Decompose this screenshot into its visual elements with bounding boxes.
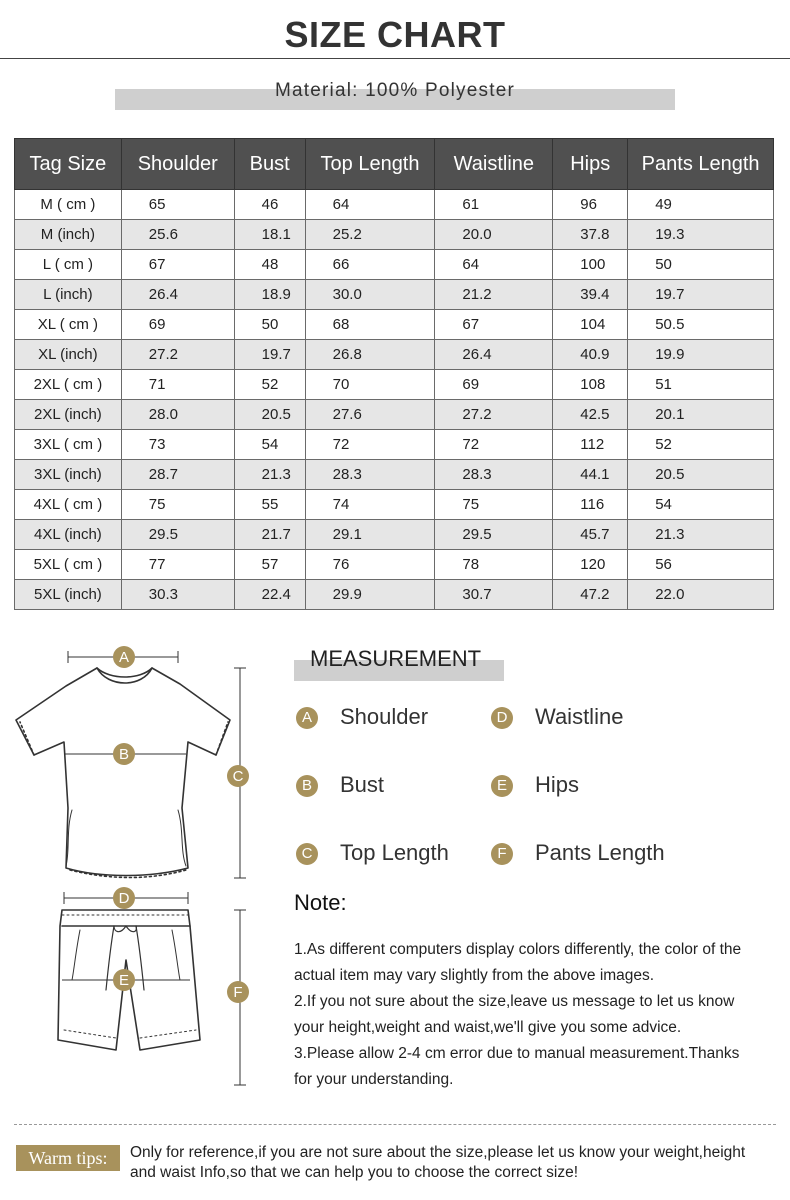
table-cell: 21.3 xyxy=(628,520,774,550)
note-line: your height,weight and waist,we'll give you some advice. xyxy=(294,1019,682,1036)
figure-badge-letter: C xyxy=(232,768,244,785)
table-cell: 76 xyxy=(305,550,435,580)
legend-label: Hips xyxy=(535,772,580,797)
table-cell: 47.2 xyxy=(553,580,628,610)
table-cell: 69 xyxy=(435,370,553,400)
tag-size-cell: XL (inch) xyxy=(15,340,122,370)
table-cell: 20.1 xyxy=(628,400,774,430)
table-row xyxy=(15,220,774,250)
table-cell: 22.4 xyxy=(234,580,305,610)
tag-size-cell: 3XL (inch) xyxy=(15,460,122,490)
table-row xyxy=(15,280,774,310)
table-cell: 52 xyxy=(234,370,305,400)
legend-label: Pants Length xyxy=(535,840,665,865)
table-cell: 19.3 xyxy=(628,220,774,250)
table-cell: 71 xyxy=(121,370,234,400)
material-text: Material: 100% Polyester xyxy=(274,80,515,101)
dotted-divider xyxy=(14,1124,776,1125)
table-cell: 66 xyxy=(305,250,435,280)
table-cell: 26.4 xyxy=(435,340,553,370)
note-line: 2.If you not sure about the size,leave us message to let us know xyxy=(294,993,735,1010)
table-cell: 46 xyxy=(234,190,305,220)
column-header: Shoulder xyxy=(121,139,234,190)
warm-tips-label: Warm tips: xyxy=(16,1145,120,1171)
table-cell: 72 xyxy=(435,430,553,460)
table-cell: 108 xyxy=(553,370,628,400)
table-row xyxy=(15,310,774,340)
legend-badge-f: F xyxy=(491,843,513,865)
measurement-title: MEASUREMENT xyxy=(310,646,482,671)
legend-badge-b: B xyxy=(296,775,318,797)
table-cell: 20.5 xyxy=(234,400,305,430)
table-cell: 75 xyxy=(121,490,234,520)
tag-size-cell: L ( cm ) xyxy=(15,250,122,280)
table-cell: 18.1 xyxy=(234,220,305,250)
figure-badge-letter: F xyxy=(233,984,243,1001)
table-cell: 19.7 xyxy=(234,340,305,370)
column-header: Pants Length xyxy=(628,139,774,190)
column-header: Hips xyxy=(553,139,628,190)
table-cell: 50.5 xyxy=(628,310,774,340)
figure-badge-letter: B xyxy=(118,746,130,763)
table-cell: 27.2 xyxy=(121,340,234,370)
column-header: Top Length xyxy=(305,139,435,190)
table-cell: 29.5 xyxy=(121,520,234,550)
legend-label: Waistline xyxy=(535,704,624,729)
note-line: actual item may vary slightly from the above images. xyxy=(294,967,655,984)
table-cell: 69 xyxy=(121,310,234,340)
table-cell: 29.1 xyxy=(305,520,435,550)
table-cell: 28.3 xyxy=(305,460,435,490)
table-cell: 39.4 xyxy=(553,280,628,310)
table-cell: 28.0 xyxy=(121,400,234,430)
tag-size-cell: M (inch) xyxy=(15,220,122,250)
tag-size-cell: 5XL ( cm ) xyxy=(15,550,122,580)
table-cell: 75 xyxy=(435,490,553,520)
table-cell: 52 xyxy=(628,430,774,460)
table-row xyxy=(15,340,774,370)
table-cell: 73 xyxy=(121,430,234,460)
note-title: Note: xyxy=(294,890,347,915)
table-cell: 65 xyxy=(121,190,234,220)
table-cell: 54 xyxy=(628,490,774,520)
table-cell: 28.3 xyxy=(435,460,553,490)
legend-badge-c: C xyxy=(296,843,318,865)
table-cell: 21.2 xyxy=(435,280,553,310)
table-cell: 50 xyxy=(234,310,305,340)
table-row xyxy=(15,490,774,520)
table-cell: 54 xyxy=(234,430,305,460)
tag-size-cell: 5XL (inch) xyxy=(15,580,122,610)
table-cell: 30.3 xyxy=(121,580,234,610)
table-cell: 28.7 xyxy=(121,460,234,490)
table-cell: 68 xyxy=(305,310,435,340)
note-line: for your understanding. xyxy=(294,1071,454,1088)
table-cell: 74 xyxy=(305,490,435,520)
table-cell: 120 xyxy=(553,550,628,580)
table-cell: 45.7 xyxy=(553,520,628,550)
column-header: Waistline xyxy=(435,139,553,190)
legend-badge-d: D xyxy=(491,707,513,729)
table-cell: 22.0 xyxy=(628,580,774,610)
figure-badge-letter: E xyxy=(118,972,130,989)
table-row xyxy=(15,400,774,430)
note-line: 1.As different computers display colors differently, the color of the xyxy=(294,941,742,958)
tag-size-cell: 4XL (inch) xyxy=(15,520,122,550)
table-cell: 64 xyxy=(305,190,435,220)
tag-size-cell: L (inch) xyxy=(15,280,122,310)
table-cell: 61 xyxy=(435,190,553,220)
tag-size-cell: 2XL (inch) xyxy=(15,400,122,430)
table-cell: 29.5 xyxy=(435,520,553,550)
table-cell: 20.0 xyxy=(435,220,553,250)
tag-size-cell: XL ( cm ) xyxy=(15,310,122,340)
legend-label: Bust xyxy=(340,772,385,797)
table-cell: 26.4 xyxy=(121,280,234,310)
table-header-row xyxy=(15,139,774,190)
legend-badge-a: A xyxy=(296,707,318,729)
table-cell: 67 xyxy=(435,310,553,340)
table-cell: 56 xyxy=(628,550,774,580)
column-header: Tag Size xyxy=(15,139,122,190)
table-cell: 18.9 xyxy=(234,280,305,310)
legend-label: Top Length xyxy=(340,840,449,865)
tshirt-outline xyxy=(16,668,230,876)
table-cell: 70 xyxy=(305,370,435,400)
note-line: 3.Please allow 2-4 cm error due to manual measurement.Thanks xyxy=(294,1045,740,1062)
table-row xyxy=(15,550,774,580)
warm-tips-line: and waist Info,so that we can help you to choose the correct size! xyxy=(130,1164,579,1181)
table-cell: 112 xyxy=(553,430,628,460)
table-cell: 64 xyxy=(435,250,553,280)
table-row xyxy=(15,520,774,550)
table-cell: 50 xyxy=(628,250,774,280)
table-body xyxy=(15,190,774,610)
size-table xyxy=(14,138,774,610)
tag-size-cell: M ( cm ) xyxy=(15,190,122,220)
table-cell: 37.8 xyxy=(553,220,628,250)
table-cell: 48 xyxy=(234,250,305,280)
table-cell: 29.9 xyxy=(305,580,435,610)
table-cell: 72 xyxy=(305,430,435,460)
table-cell: 49 xyxy=(628,190,774,220)
table-cell: 20.5 xyxy=(628,460,774,490)
table-cell: 19.9 xyxy=(628,340,774,370)
table-row xyxy=(15,190,774,220)
table-cell: 104 xyxy=(553,310,628,340)
table-row xyxy=(15,430,774,460)
table-cell: 78 xyxy=(435,550,553,580)
figure-badge-letter: D xyxy=(118,890,130,907)
column-header: Bust xyxy=(234,139,305,190)
tshirt-collar xyxy=(97,668,152,683)
tag-size-cell: 3XL ( cm ) xyxy=(15,430,122,460)
table-cell: 42.5 xyxy=(553,400,628,430)
table-cell: 77 xyxy=(121,550,234,580)
table-cell: 21.3 xyxy=(234,460,305,490)
table-row xyxy=(15,460,774,490)
page-title: SIZE CHART xyxy=(284,14,506,55)
table-cell: 21.7 xyxy=(234,520,305,550)
table-row xyxy=(15,250,774,280)
table-cell: 27.2 xyxy=(435,400,553,430)
table-cell: 100 xyxy=(553,250,628,280)
table-cell: 27.6 xyxy=(305,400,435,430)
table-cell: 30.0 xyxy=(305,280,435,310)
table-cell: 51 xyxy=(628,370,774,400)
tag-size-cell: 2XL ( cm ) xyxy=(15,370,122,400)
figure-badge-letter: A xyxy=(118,649,130,666)
table-cell: 67 xyxy=(121,250,234,280)
table-cell: 44.1 xyxy=(553,460,628,490)
tag-size-cell: 4XL ( cm ) xyxy=(15,490,122,520)
legend-label: Shoulder xyxy=(340,704,429,729)
table-cell: 116 xyxy=(553,490,628,520)
table-cell: 19.7 xyxy=(628,280,774,310)
table-cell: 40.9 xyxy=(553,340,628,370)
table-cell: 96 xyxy=(553,190,628,220)
table-cell: 55 xyxy=(234,490,305,520)
table-cell: 26.8 xyxy=(305,340,435,370)
garment-illustration xyxy=(0,630,280,1100)
table-cell: 25.2 xyxy=(305,220,435,250)
legend-badge-e: E xyxy=(491,775,513,797)
table-row xyxy=(15,580,774,610)
table-row xyxy=(15,370,774,400)
table-cell: 25.6 xyxy=(121,220,234,250)
table-cell: 30.7 xyxy=(435,580,553,610)
warm-tips-line: Only for reference,if you are not sure about the size,please let us know your weight,height xyxy=(130,1144,746,1161)
title-divider xyxy=(0,58,790,59)
table-cell: 57 xyxy=(234,550,305,580)
